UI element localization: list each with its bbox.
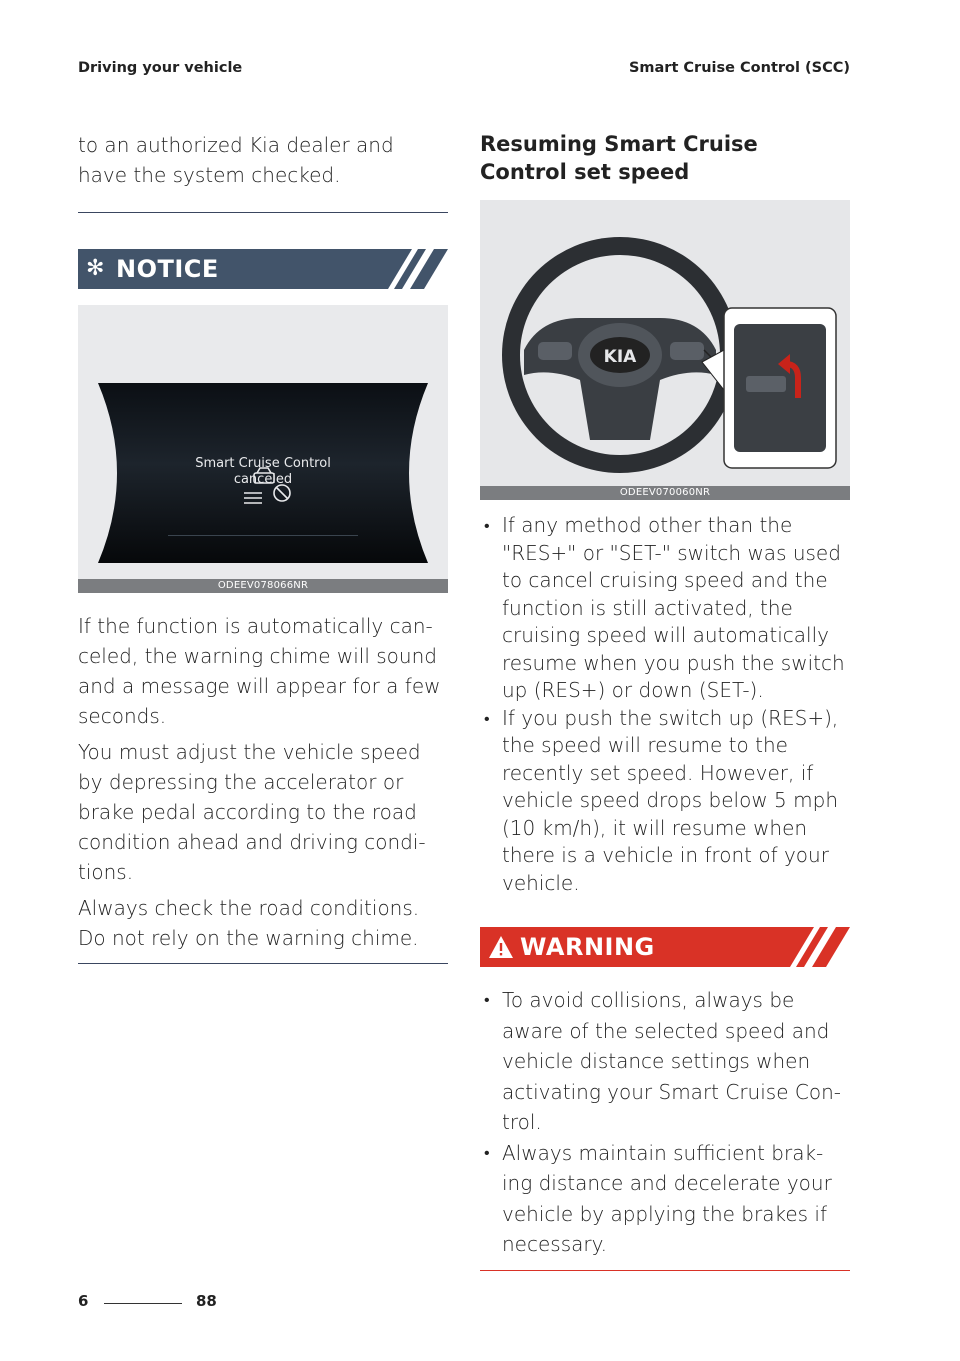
- stripes-decoration: [368, 249, 448, 289]
- footer-page-number: 88: [196, 1292, 217, 1310]
- notice-banner: [78, 249, 448, 289]
- footer-section-number: 6: [78, 1292, 89, 1310]
- notice-paragraph-3: Always check the road conditions. Do not rely on the warning chime.: [78, 896, 420, 950]
- cluster-message-line2: canceled: [233, 472, 293, 487]
- header-topic-title: Smart Cruise Control (SCC): [628, 60, 850, 76]
- footer-divider: [104, 1303, 182, 1304]
- right-column: [480, 130, 850, 1271]
- kia-logo: KIA: [603, 347, 637, 367]
- notice-paragraph-2: You must adjust the vehicle speed by depressing the accelerator or brake pedal according to the road condition ahead and driving condi-tions.: [78, 740, 426, 884]
- figure-caption: ODEEV070060NR: [480, 486, 850, 500]
- warning-label: WARNING: [520, 933, 655, 961]
- section-heading: Resuming Smart Cruise Control set speed: [480, 132, 758, 184]
- resume-bullets: [480, 512, 850, 897]
- list-item: • If you push the switch up (RES+), the speed will resume to the recently set speed. However, if vehicle speed drops below 5 mph (10 km/h), it will resume when there is a vehicle in front of your vehicle.: [480, 705, 850, 898]
- steering-wheel-image: [480, 200, 850, 486]
- cluster-message-line1: Smart Cruise Control: [195, 456, 331, 471]
- list-item: • If any method other than the "RES+" or "SET-" switch was used to cancel cruising speed and the function is still activated, the cruising speed will automatically resume when you push the switch up (RES+) or down (SET-).: [480, 512, 850, 705]
- notice-body: [78, 611, 448, 953]
- cluster-figure: [78, 305, 448, 593]
- figure-caption: ODEEV078066NR: [78, 579, 448, 593]
- left-column: [78, 130, 448, 964]
- steering-figure: [480, 200, 850, 500]
- notice-label: NOTICE: [116, 255, 219, 283]
- list-item: • To avoid collisions, always be aware of the selected speed and vehicle distance settings when activating your Smart Cruise Con-trol.: [480, 985, 850, 1138]
- intro-paragraph: to an authorized Kia dealer and have the system checked.: [78, 133, 394, 187]
- stripes-decoration: [770, 927, 850, 967]
- warning-bullets: [480, 985, 850, 1260]
- notice-end-divider: [78, 963, 448, 964]
- section-divider: [78, 212, 448, 213]
- warning-triangle-icon: [488, 935, 514, 959]
- asterisk-icon: ✻: [86, 256, 105, 281]
- list-item: • Always maintain sufficient brak-ing distance and decelerate your vehicle by applying the brakes if necessary.: [480, 1138, 850, 1260]
- notice-paragraph-1: If the function is automatically can-celed, the warning chime will sound and a message will appear for a few seconds.: [78, 614, 441, 728]
- header-section-title: Driving your vehicle: [78, 60, 243, 76]
- warning-end-divider: [480, 1270, 850, 1271]
- warning-banner: [480, 927, 850, 967]
